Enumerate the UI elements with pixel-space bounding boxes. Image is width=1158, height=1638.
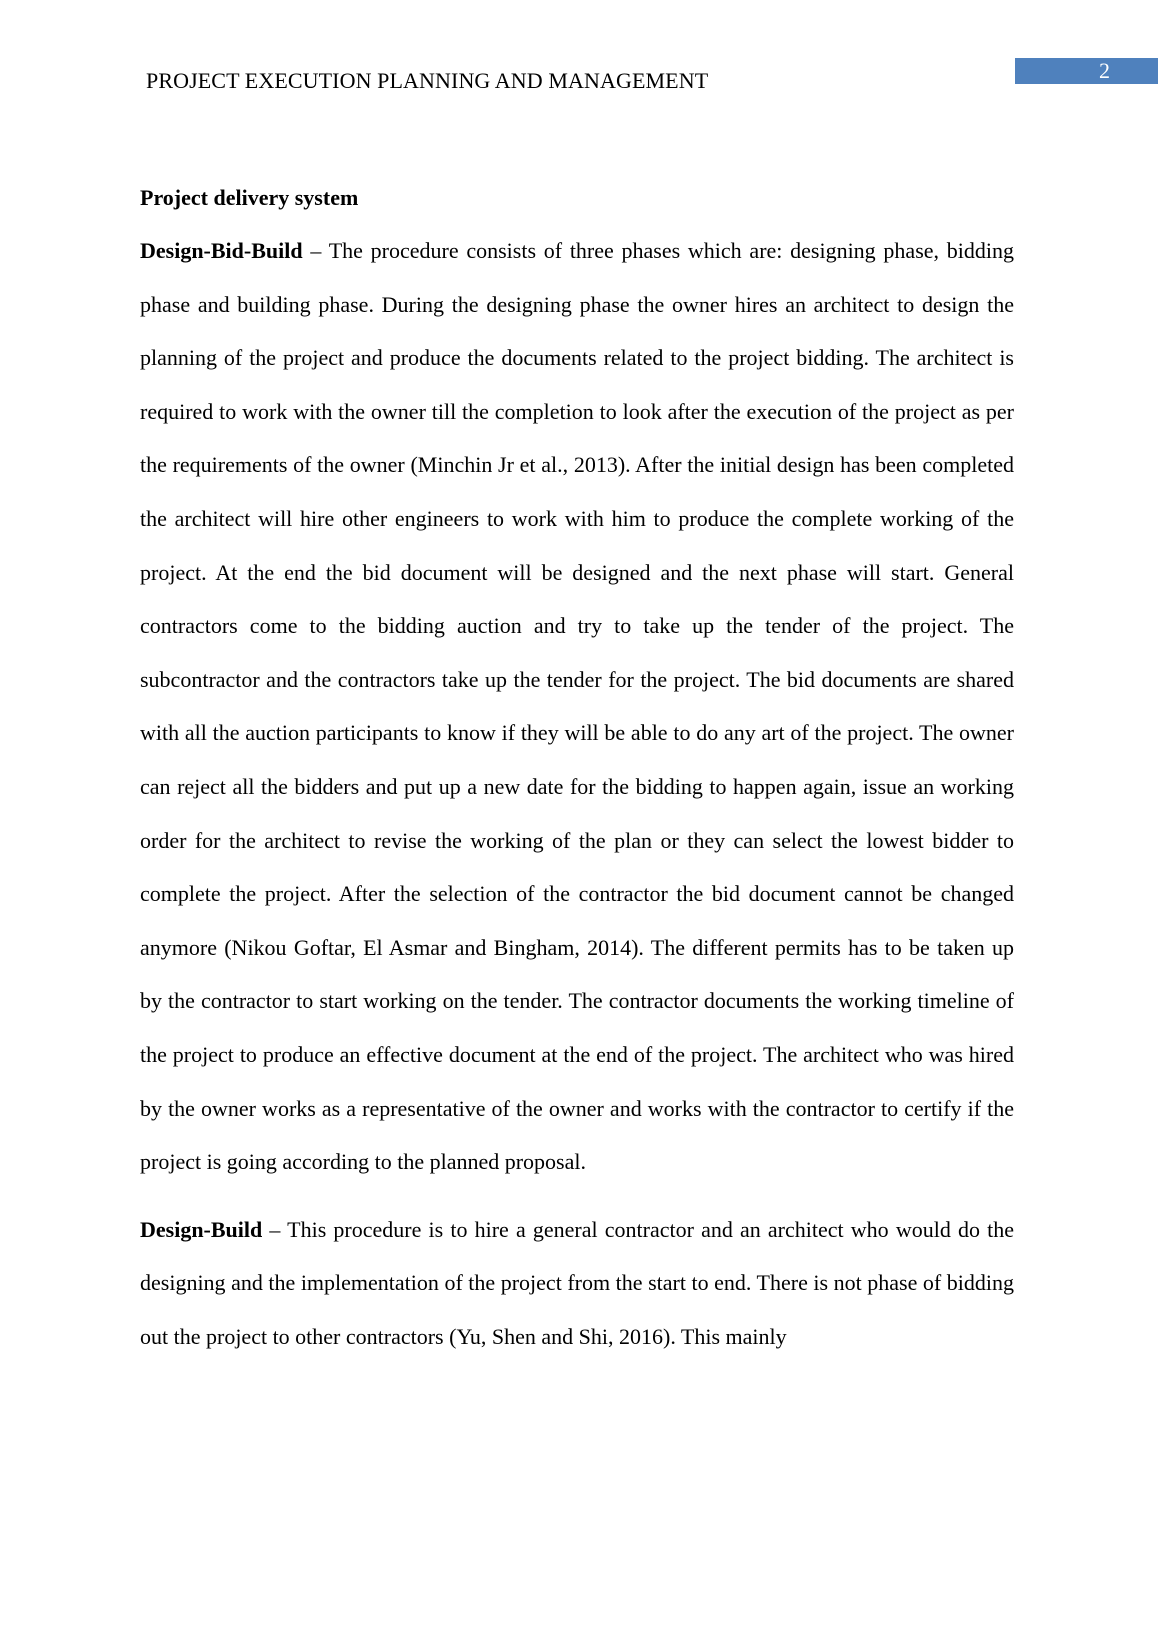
- paragraph-lead-term: Design-Build: [140, 1216, 263, 1242]
- page-number: 2: [1099, 58, 1110, 83]
- document-body: [140, 184, 1014, 1363]
- page-number-badge: [1015, 58, 1158, 84]
- paragraph-design-bid-build: [140, 224, 1014, 1189]
- paragraph-text: – The procedure consists of three phases which are: designing phase, bidding phase and building phase. During the designing phase the owner hires an architect to design the planning of the project and produce the documents related to the project bidding. The architect is required to work with the owner till the completion to look after the execution of the project as per the requirements of the owner (Minchin Jr et al., 2013). After the initial design has been completed the architect will hire other engineers to work with him to produce the complete working of the project. At the end the bid document will be designed and the next phase will start. General contractors come to the bidding auction and try to take up the tender of the project. The subcontractor and the contractors take up the tender for the project. The bid documents are shared with all the auction participants to know if they will be able to do any art of the project. The owner can reject all the bidders and put up a new date for the bidding to happen again, issue an working order for the architect to revise the working of the plan or they can select the lowest bidder to complete the project. After the selection of the contractor the bid document cannot be changed anymore (Nikou Goftar, El Asmar and Bingham, 2014). The different permits has to be taken up by the contractor to start working on the tender. The contractor documents the working timeline of the project to produce an effective document at the end of the project. The architect who was hired by the owner works as a representative of the owner and works with the contractor to certify if the project is going according to the planned proposal.: [140, 238, 1014, 1175]
- paragraph-text: – This procedure is to hire a general contractor and an architect who would do the designing and the implementation of the project from the start to end. There is not phase of bidding out the project to other contractors (Yu, Shen and Shi, 2016). This mainly: [140, 1216, 1014, 1349]
- paragraph-design-build: [140, 1203, 1014, 1364]
- running-header-title: PROJECT EXECUTION PLANNING AND MANAGEMENT: [146, 68, 709, 93]
- section-heading: Project delivery system: [140, 185, 359, 210]
- paragraph-lead-term: Design-Bid-Build: [140, 238, 303, 263]
